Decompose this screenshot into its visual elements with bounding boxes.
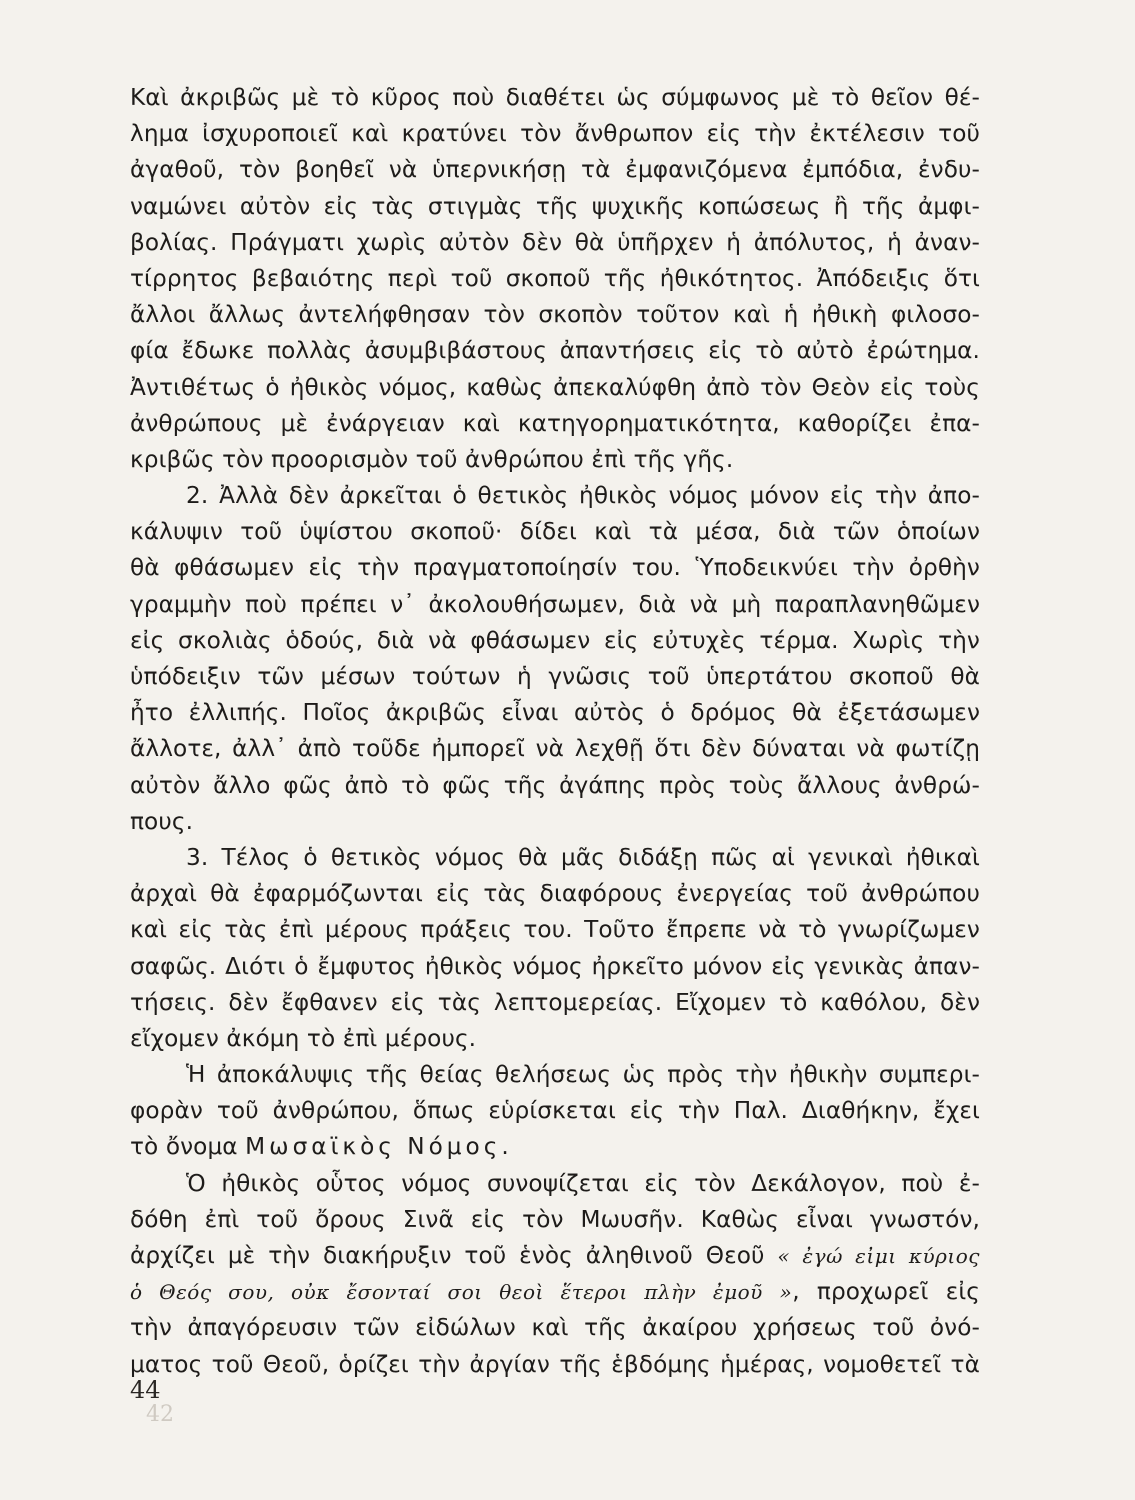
text-line: γραμμὴν ποὺ πρέπει ν᾽ ἀκολουθήσωμεν, διὰ νὰ μὴ παραπλανηθῶμεν [130,590,980,618]
bleed-through-page-number: 42 [146,1402,174,1427]
text-line: Ἡ ἀποκάλυψις τῆς θείας θελήσεως ὡς πρὸς τὴν ἠθικὴν συμπερι- [186,1061,980,1089]
text-line: βολίας. Πράγματι χωρὶς αὐτὸν δὲν θὰ ὑπῆρχεν ἡ ἀπόλυτος, ἡ ἀναν- [130,228,980,256]
text-line: λημα ἰσχυροποιεῖ καὶ κρατύνει τὸν ἄνθρωπον εἰς τὴν ἐκτέλεσιν τοῦ [130,120,980,148]
main-text [130,80,980,1383]
text-line: ἀγαθοῦ, τὸν βοηθεῖ νὰ ὑπερνικήσῃ τὰ ἐμφανιζόμενα ἐμπόδια, ἐνδυ- [130,156,980,184]
text-line: Ἀντιθέτως ὁ ἠθικὸς νόμος, καθὼς ἀπεκαλύφθη ἀπὸ τὸν Θεὸν εἰς τοὺς [130,373,980,401]
text-line: ναμώνει αὐτὸν εἰς τὰς στιγμὰς τῆς ψυχικῆς κοπώσεως ἢ τῆς ἀμφι- [130,192,980,220]
scripture-quote: ὁ Θεός σου, οὐκ ἔσονταί σοι θεοὶ ἕτεροι πλὴν ἐμοῦ » [130,1280,793,1305]
text-line: ἄλλοι ἄλλως ἀντελήφθησαν τὸν σκοπὸν τοῦτον καὶ ἡ ἠθικὴ φιλοσο- [130,301,980,329]
text-line: κάλυψιν τοῦ ὑψίστου σκοποῦ· δίδει καὶ τὰ μέσα, διὰ τῶν ὁποίων [130,518,980,546]
text-line: αὐτὸν ἄλλο φῶς ἀπὸ τὸ φῶς τῆς ἀγάπης πρὸς τοὺς ἄλλους ἀνθρώ- [130,771,980,799]
page-number: 44 [130,1376,161,1404]
text-line: ἄλλοτε, ἀλλ᾽ ἀπὸ τοῦδε ἠμπορεῖ νὰ λεχθῇ ὅτι δὲν δύναται νὰ φωτίζῃ [130,735,980,763]
text-line: καὶ εἰς τὰς ἐπὶ μέρους πράξεις του. Τοῦτο ἔπρεπε νὰ τὸ γνωρίζωμεν [130,916,980,944]
text-line: τίρρητος βεβαιότης περὶ τοῦ σκοποῦ τῆς ἠθικότητος. Ἀπόδειξις ὅτι [130,264,980,292]
text-line: θὰ φθάσωμεν εἰς τὴν πραγματοποίησίν του. Ὑποδεικνύει τὴν ὀρθὴν [130,554,980,582]
text-fragment: τὸ ὄνομα [130,1133,246,1161]
text-line: ἀνθρώπους μὲ ἐνάργειαν καὶ κατηγορηματικότητα, καθορίζει ἐπα- [130,409,980,437]
text-line: Καὶ ἀκριβῶς μὲ τὸ κῦρος ποὺ διαθέτει ὡς σύμφωνος μὲ τὸ θεῖον θέ- [130,84,980,111]
text-fragment: , προχωρεῖ εἰς [792,1278,980,1306]
text-line: πους. [130,807,194,835]
text-line: ἀρχαὶ θὰ ἐφαρμόζωνται εἰς τὰς διαφόρους ἐνεργείας τοῦ ἀνθρώπου [130,880,980,908]
text-line [130,1274,980,1310]
law-name: Μωσαϊκὸς Νόμος. [245,1133,513,1161]
text-line: τὴν ἀπαγόρευσιν τῶν εἰδώλων καὶ τῆς ἀκαίρου χρήσεως τοῦ ὀνό- [130,1314,980,1342]
text-line: εἰς σκολιὰς ὁδούς, διὰ νὰ φθάσωμεν εἰς εὐτυχὲς τέρμα. Χωρὶς τὴν [130,626,980,654]
text-line: σαφῶς. Διότι ὁ ἔμφυτος ἠθικὸς νόμος ἠρκεῖτο μόνον εἰς γενικὰς ἀπαν- [130,952,980,980]
text-line: ὑπόδειξιν τῶν μέσων τούτων ἡ γνῶσις τοῦ ὑπερτάτου σκοποῦ θὰ [130,663,980,690]
text-line: φορὰν τοῦ ἀνθρώπου, ὅπως εὑρίσκεται εἰς τὴν Παλ. Διαθήκην, ἔχει [130,1097,980,1125]
text-line: ἦτο ἐλλιπής. Ποῖος ἀκριβῶς εἶναι αὐτὸς ὁ δρόμος θὰ ἐξετάσωμεν [130,699,980,727]
text-fragment: ἀρχίζει μὲ τὴν διακήρυξιν τοῦ ἑνὸς ἀληθινοῦ Θεοῦ [130,1242,778,1269]
scripture-quote: « ἐγώ εἰμι κύριος [777,1244,980,1268]
text-line [130,1129,980,1165]
text-line: φία ἔδωκε πολλὰς ἀσυμβιβάστους ἀπαντήσεις εἰς τὸ αὐτὸ ἐρώτημα. [130,337,980,365]
text-line: εἴχομεν ἀκόμη τὸ ἐπὶ μέρους. [130,1024,477,1052]
text-line: κριβῶς τὸν προορισμὸν τοῦ ἀνθρώπου ἐπὶ τῆς γῆς. [130,445,734,473]
text-line: ματος τοῦ Θεοῦ, ὁρίζει τὴν ἀργίαν τῆς ἑβδόμης ἡμέρας, νομοθετεῖ τὰ [130,1350,980,1378]
text-line: 2. Ἀλλὰ δὲν ἀρκεῖται ὁ θετικὸς ἠθικὸς νόμος μόνον εἰς τὴν ἀπο- [186,482,980,510]
text-line: δόθη ἐπὶ τοῦ ὄρους Σινᾶ εἰς τὸν Μωυσῆν. Καθὼς εἶναι γνωστόν, [130,1205,980,1233]
text-line: τήσεις. δὲν ἔφθανεν εἰς τὰς λεπτομερείας. Εἴχομεν τὸ καθόλου, δὲν [130,988,980,1016]
text-line [130,1238,980,1274]
text-line: Ὁ ἠθικὸς οὗτος νόμος συνοψίζεται εἰς τὸν Δεκάλογον, ποὺ ἐ- [186,1169,980,1197]
text-line: 3. Τέλος ὁ θετικὸς νόμος θὰ μᾶς διδάξῃ πῶς αἱ γενικαὶ ἠθικαὶ [186,843,980,871]
